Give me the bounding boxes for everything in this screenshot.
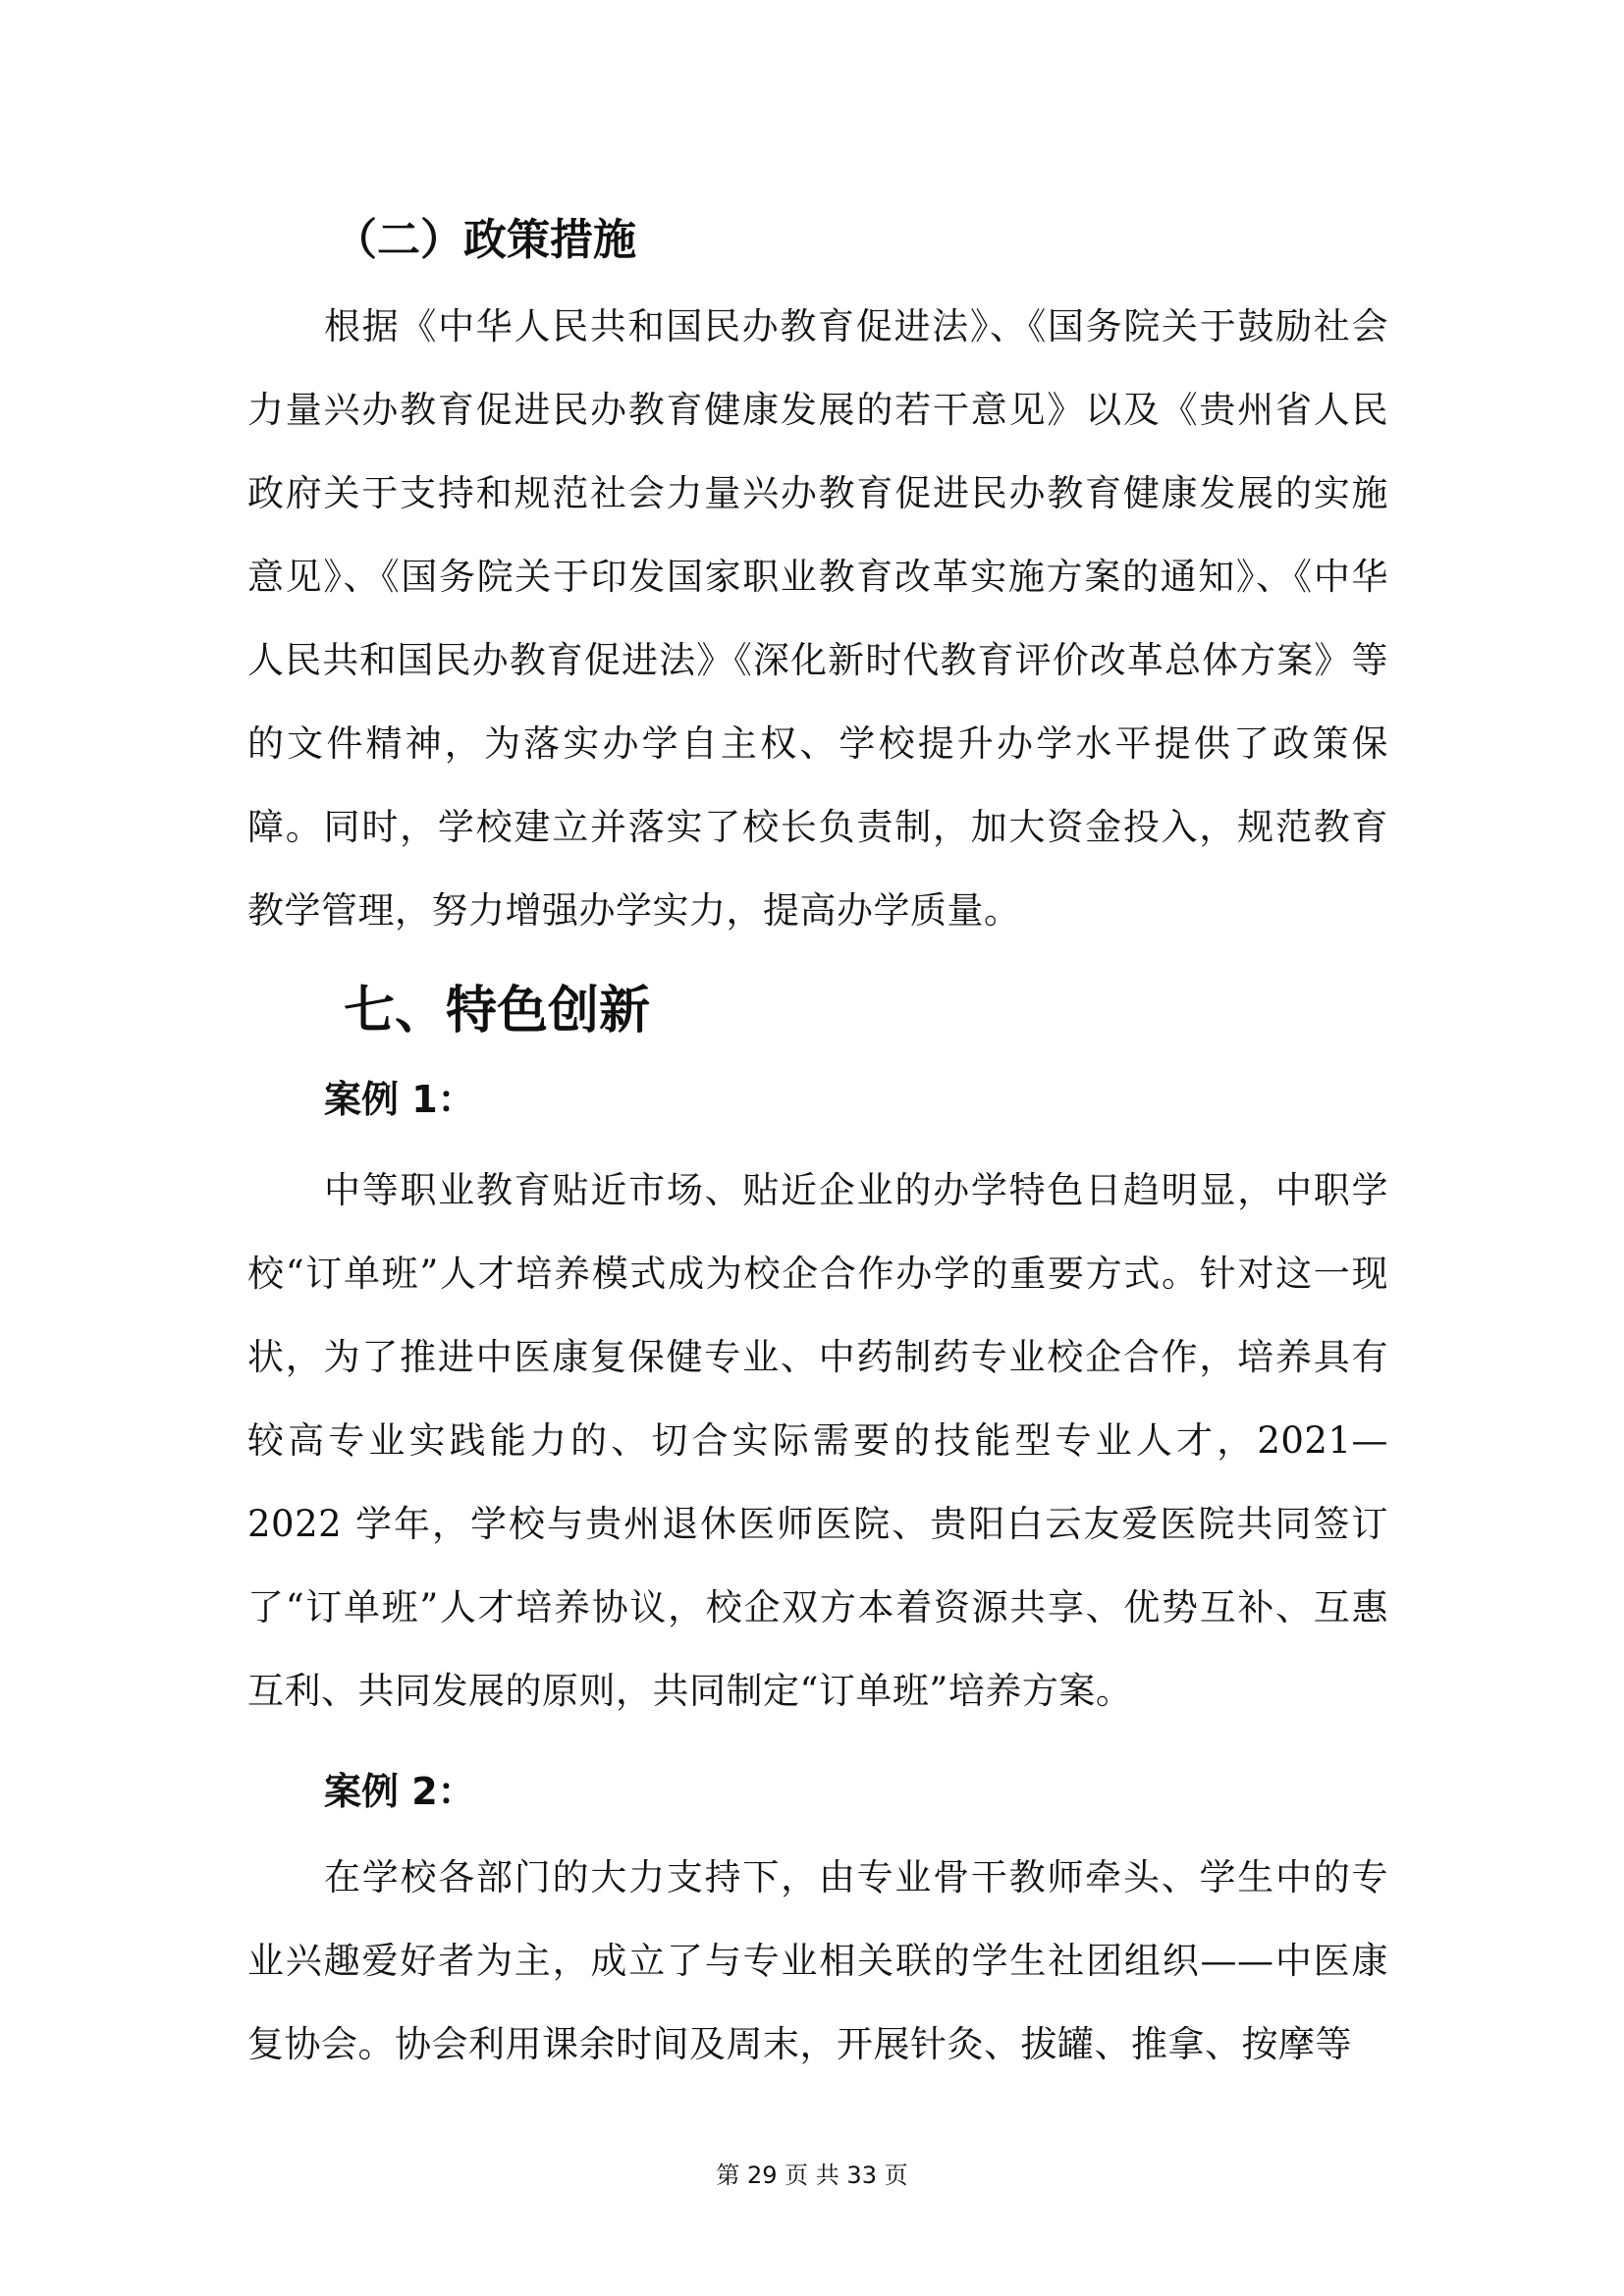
- case2-paragraph: 在学校各部门的大力支持下，由专业骨干教师牵头、学生中的专业兴趣爱好者为主，成立了与专业相关联的学生社团组织——中医康复协会。协会利用课余时间及周末，开展针灸、拔罐、推拿、按摩等: [247, 1856, 1388, 2065]
- case1-label: 案例 1：: [324, 1078, 475, 1121]
- policy-paragraph: 根据《中华人民共和国民办教育促进法》、《国务院关于鼓励社会力量兴办教育促进民办教育健康发展的若干意见》以及《贵州省人民政府关于支持和规范社会力量兴办教育促进民办教育健康发展的实施意见》、《国务院关于印发国家职业教育改革实施方案的通知》、《中华人民共和国民办教育促进法》《深化新时代教育评价改革总体方案》等的文件精神，为落实办学自主权、学校提升办学水平提供了政策保障。同时，学校建立并落实了校长负责制，加大资金投入，规范教育教学管理，努力增强办学实力，提高办学质量。: [247, 305, 1388, 932]
- case2-label: 案例 2：: [324, 1770, 475, 1813]
- page-footer: 第 29 页 共 33 页: [716, 2162, 908, 2189]
- section-heading: （二）政策措施: [334, 215, 636, 265]
- chapter-heading: 七、特色创新: [344, 982, 651, 1041]
- case1-paragraph: 中等职业教育贴近市场、贴近企业的办学特色日趋明显，中职学校“订单班”人才培养模式成为校企合作办学的重要方式。针对这一现状，为了推进中医康复保健专业、中药制药专业校企合作，培养具有较高专业实践能力的、切合实际需要的技能型专业人才，2021—2022 学年，学校与贵州退休医师医院、贵阳白云友爱医院共同签订了“订单班”人才培养协议，校企双方本着资源共享、优势互补、互惠互利、共同发展的原则，共同制定“订单班”培养方案。: [247, 1169, 1388, 1712]
